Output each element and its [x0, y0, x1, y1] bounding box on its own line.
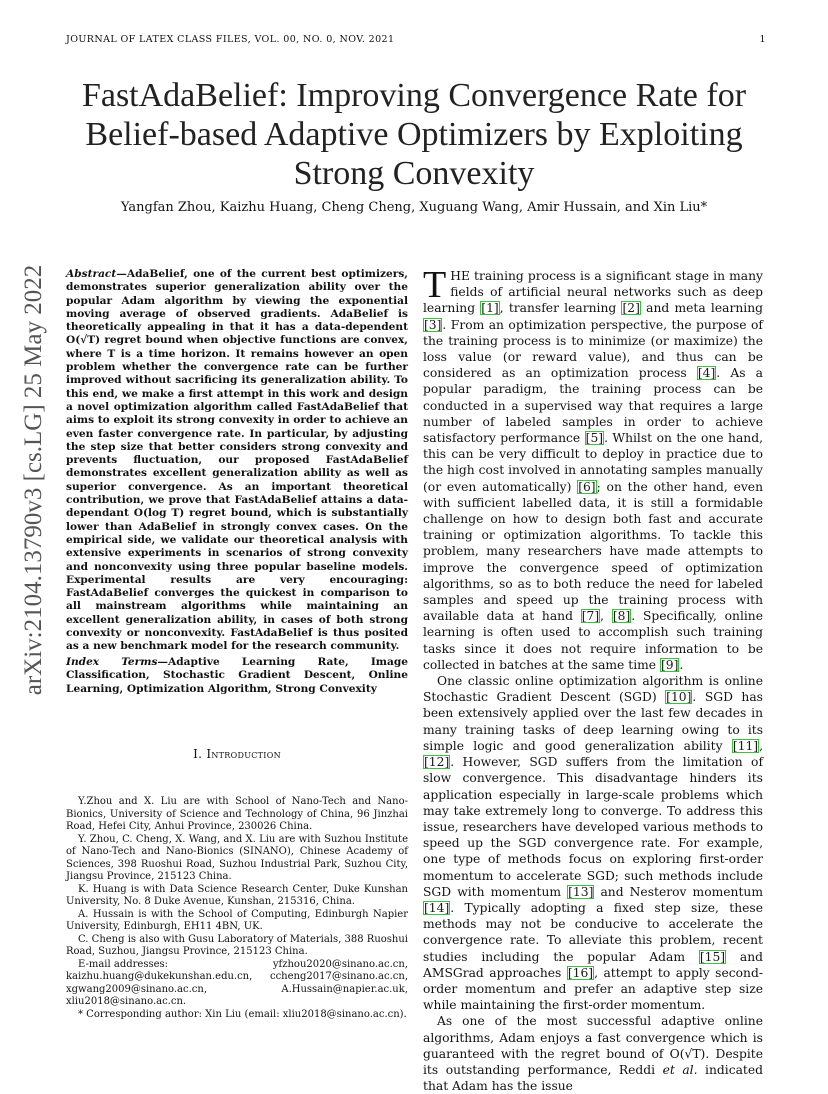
citation-link[interactable]: [2] — [622, 301, 640, 316]
body-text: . SGD has been extensively applied over the last few decades in many training tasks of deep learning owing to its simple logic and good generalization ability — [423, 690, 763, 753]
body-text: One classic online optimization algorithm is online Stochastic Gradient Descent (SGD) — [423, 674, 763, 705]
citation-link[interactable]: [11] — [732, 738, 759, 753]
citation-link[interactable]: [6] — [578, 479, 596, 494]
author-list: Yangfan Zhou, Kaizhu Huang, Cheng Cheng, Xuguang Wang, Amir Hussain, and Xin Liu* — [120, 200, 708, 215]
citation-link[interactable]: [14] — [424, 900, 450, 915]
citation-link[interactable]: [15] — [699, 949, 726, 964]
body-text: , — [759, 738, 763, 753]
citation-link[interactable]: [5] — [585, 431, 604, 446]
arxiv-id: arXiv:2104.13790v3 [cs.LG] 25 May 2022 — [20, 264, 47, 696]
body-paragraph — [423, 673, 763, 1013]
email-list — [66, 959, 408, 1009]
citation-link[interactable]: [4] — [697, 366, 716, 381]
footnote: Y. Zhou, C. Cheng, X. Wang, and X. Liu are with Suzhou Institute of Nano-Tech and Nano-Bionics (SINANO), Chinese Academy of Sciences, 398 Ruoshui Road, Suzhou Industrial Park, Suzhou City, Jiangsu Province, 215123 China. — [66, 833, 408, 882]
page-number: 1 — [759, 34, 766, 45]
arxiv-stamp — [14, 264, 54, 696]
body-text: . Typically adopting a fixed step size, these methods may not be conducive to accelerate the convergence rate. To alleviate this problem, recent studies including the popular Adam — [423, 900, 763, 964]
email-entry[interactable]: A.Hussain@napier.ac.uk, — [281, 983, 408, 995]
corresponding-author-note: * Corresponding author: Xin Liu (email: xliu2018@sinano.ac.cn). — [78, 1008, 407, 1020]
running-header — [66, 34, 766, 45]
body-text: indicated that Adam has the issue — [423, 1062, 763, 1094]
introduction-body — [423, 264, 764, 1094]
citation-link[interactable]: [12] — [424, 755, 450, 770]
citation-link[interactable]: [16] — [567, 965, 594, 980]
body-text: and Nesterov momentum — [594, 884, 763, 899]
abstract-text: —AdaBelief, one of the current best optimizers, demonstrates superior generalization ability over the popular Adam algorithm by viewing the exponential moving average of observed gradients. AdaBelief is theoretically appealing in that it has a data-dependent O(√T) regret bound when objective functions are convex, where T is a time horizon. It remains however an open problem whether the convergence rate can be further improved without sacrificing its generalization ability. To this end, we make a first attempt in this work and design a novel optimization algorithm called FastAdaBelief that aims to exploit its strong convexity in order to achieve an even faster convergence rate. In particular, by adjusting the step size that better considers strong convexity and prevents fluctuation, our proposed FastAdaBelief demonstrates excellent generalization ability as well as superior convergence. As an important theoretical contribution, we prove that FastAdaBelief attains a data-dependant O(log T) regret bound, which is substantially lower than AdaBelief in strongly convex cases. On the empirical side, we validate our theoretical analysis with extensive experiments in scenarios of strong convexity and nonconvexity using three popular baseline models. Experimental results are very encouraging: FastAdaBelief converges the quickest in comparison to all mainstream algorithms while maintaining an excellent generalization ability, in cases of both strong convexity or nonconvexity. FastAdaBelief is thus posited as a new benchmark model for the research community. — [66, 268, 408, 653]
citation-link[interactable]: [10] — [666, 690, 692, 705]
email-entry — [258, 996, 408, 1009]
body-text: HE training process is a significant stage in many fields of artificial neural networks such as deep learning — [423, 269, 763, 316]
footnote: C. Cheng is also with Gusu Laboratory of Materials, 388 Ruoshui Road, Suzhou, Jiangsu Province, 215123 China. — [66, 933, 408, 957]
body-text: . Specifically, online learning is often used to accomplish such training tasks since it does not require information to be collected in batches at the same time — [423, 609, 764, 672]
body-paragraph — [423, 264, 764, 673]
body-text: , — [600, 609, 612, 624]
body-text: , transfer learning — [499, 301, 622, 316]
body-text: , attempt to apply second-order momentum and prefer an adaptive step size while maintaining the first-order momentum. — [423, 965, 763, 1013]
email-entry[interactable]: kaizhu.huang@dukekunshan.edu.cn, — [66, 971, 253, 982]
email-entry: E-mail addresses: — [78, 958, 169, 970]
body-paragraph — [423, 1013, 763, 1094]
body-text: and meta learning — [640, 301, 763, 316]
email-entry[interactable]: ccheng2017@sinano.ac.cn, — [269, 971, 408, 982]
email-entry[interactable]: xliu2018@sinano.ac.cn. — [66, 996, 187, 1007]
drop-cap: T — [423, 264, 447, 306]
italic-text: et al. — [662, 1062, 698, 1077]
body-text: . As a popular paradigm, the training process can be conducted in a supervised way that requires a large number of labeled samples in order to achieve satisfactory performance — [423, 366, 763, 446]
abstract — [66, 268, 408, 654]
section-heading: I. Introduction — [193, 747, 281, 761]
body-text: . Whilst on the one hand, this can be very difficult to deploy in practice due to the high cost involved in annotating samples manually (or even automatically) — [423, 431, 763, 494]
footnote: Y.Zhou and X. Liu are with School of Nano-Tech and Nano-Bionics, University of Science and Technology of China, 96 Jinzhai Road, Hefei City, Anhui Province, 230026 China. — [66, 796, 408, 832]
citation-link[interactable]: [7] — [581, 609, 600, 624]
citation-link[interactable]: [1] — [481, 301, 499, 316]
footnote: K. Huang is with Data Science Research Center, Duke Kunshan University, No. 8 Duke Avenue, Kunshan, 215316, China. — [66, 883, 408, 907]
body-text: . However, SGD suffers from the limitation of slow convergence. This disadvantage hinders its application especially in large-scale problems which may take extremely long to converge. To address this issue, researchers have developed various methods to speed up the SGD convergence rate. For example, one type of methods focus on exploring first-order momentum to accelerate SGD; such methods include SGD with momentum — [423, 755, 763, 899]
citation-link[interactable]: [3] — [424, 317, 442, 332]
body-text: and AMSGrad approaches — [423, 949, 763, 980]
footnote: A. Hussain is with the School of Computing, Edinburgh Napier University, Edinburgh, EH11 4BN, UK. — [66, 908, 408, 932]
paper-title: FastAdaBelief: Improving Convergence Rate for Belief-based Adaptive Optimizers by Exploiting Strong Convexity — [81, 77, 747, 192]
affiliation-footnotes — [66, 796, 408, 1021]
index-terms — [66, 656, 408, 696]
email-entry[interactable]: yfzhou2020@sinano.ac.cn, — [272, 958, 408, 970]
email-entry[interactable]: xgwang2009@sinano.ac.cn, — [66, 983, 208, 995]
citation-link[interactable]: [13] — [568, 884, 594, 899]
citation-link[interactable]: [9] — [660, 657, 679, 672]
body-text: . From an optimization perspective, the purpose of the training process is to minimize (or maximize) the loss value (or reward value), and thus can be considered as an optimization process — [423, 317, 763, 381]
body-text: . — [679, 657, 684, 672]
body-text: ; on the other hand, even with sufficient labelled data, it is still a formidable challenge on how to design both fast and accurate training or optimization algorithms. To tackle this problem, many researchers have made attempts to improve the convergence speed of optimization algorithms, so as to both reduce the need for labeled samples and speed up the training process with available data at hand — [423, 479, 763, 624]
abstract-label: Abstract — [66, 268, 117, 280]
body-text: As one of the most successful adaptive online algorithms, Adam enjoys a fast convergence which is guaranteed with the regret bound of O(√T). Despite its outstanding performance, Reddi — [423, 1014, 763, 1077]
index-terms-text: —Adaptive Learning Rate, Image Classification, Stochastic Gradient Descent, Online Learning, Optimization Algorithm, Strong Convexity — [66, 656, 408, 695]
citation-link[interactable]: [8] — [612, 609, 631, 624]
journal-name: JOURNAL OF LATEX CLASS FILES, VOL. 00, NO. 0, NOV. 2021 — [66, 34, 395, 45]
index-terms-label: Index Terms — [66, 656, 158, 668]
